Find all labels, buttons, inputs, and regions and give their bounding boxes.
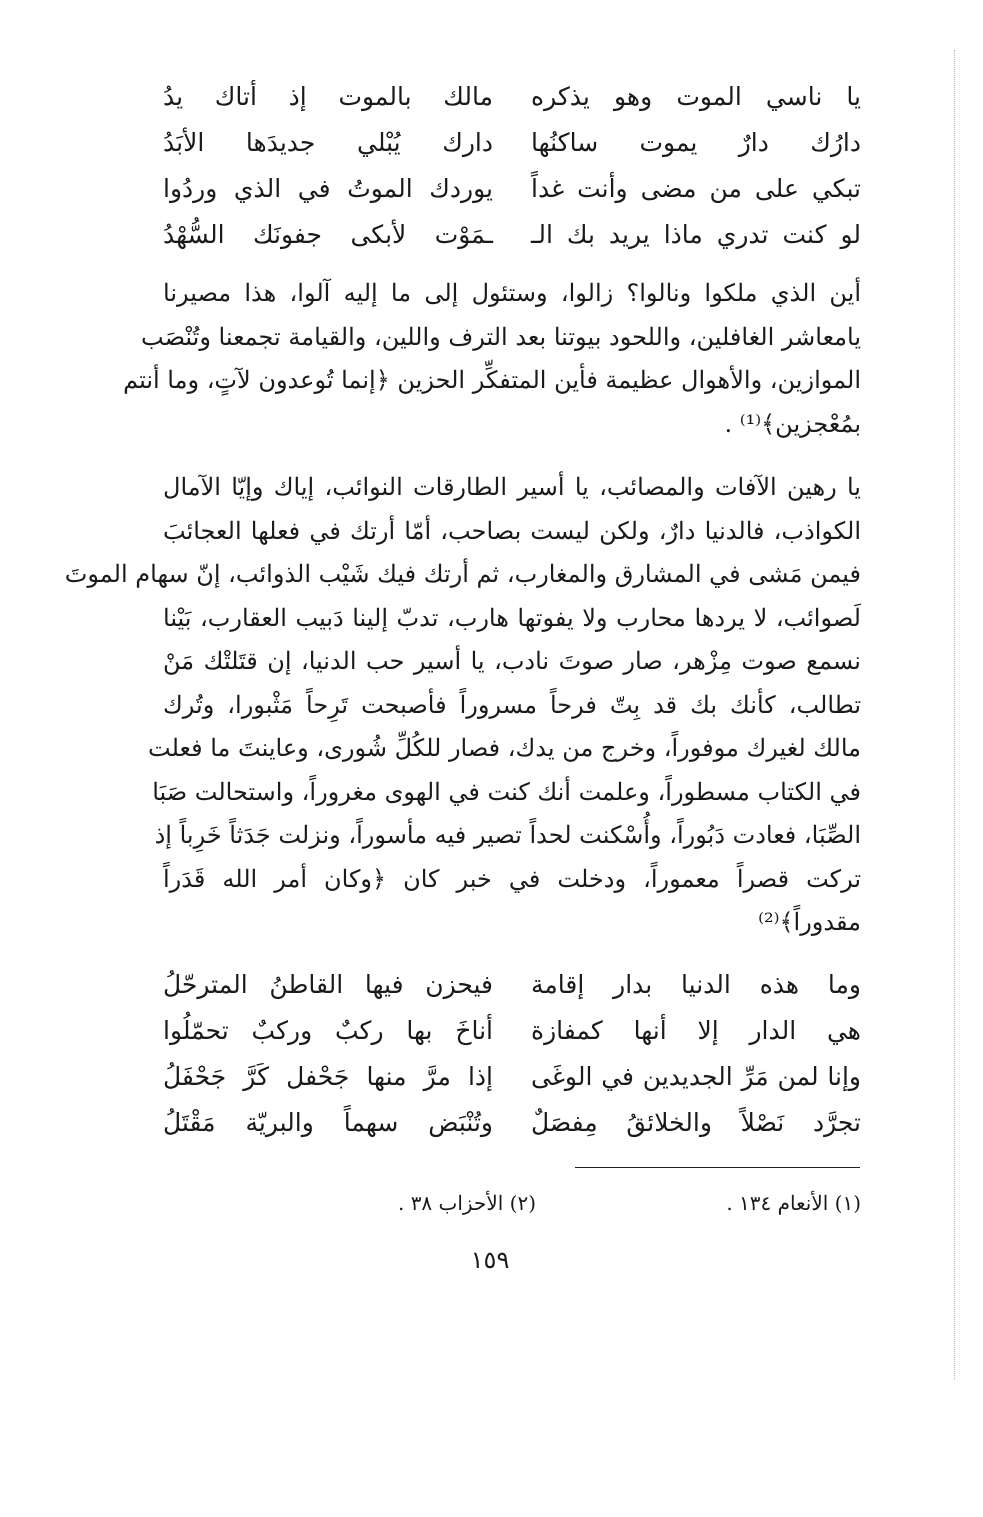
second-hemistich: مالك بالموت إذ أتاك يدُ bbox=[163, 82, 493, 111]
paragraph-one bbox=[123, 272, 861, 446]
paragraph-line: أين الذي ملكوا ونالوا؟ زالوا، وستئول إلى ما إليه آلوا، هذا مصيرنا bbox=[163, 279, 861, 307]
second-hemistich: أناخَ بها ركبٌ وركبٌ تحمّلُوا bbox=[163, 1016, 493, 1045]
first-hemistich: دارُك دارٌ يموت ساكنُها bbox=[531, 128, 861, 157]
first-hemistich: تجرَّد نَصْلاً والخلائقُ مِفصَلٌ bbox=[531, 1108, 861, 1137]
verse-line bbox=[163, 212, 861, 258]
verse-line bbox=[163, 962, 861, 1008]
paragraph-line: الموازين، والأهوال عظيمة فأين المتفكِّر الحزين ﴿إنما تُوعدون لآتٍ، وما أنتم bbox=[123, 366, 861, 394]
paragraph-line: مقدوراً﴾⁽²⁾ bbox=[758, 908, 861, 936]
poem-one bbox=[163, 74, 861, 258]
verse-line bbox=[163, 1100, 861, 1146]
verse-line bbox=[163, 166, 861, 212]
first-hemistich: لو كنت تدري ماذا يريد بك الـ bbox=[531, 220, 861, 249]
verse-line bbox=[163, 74, 861, 120]
second-hemistich: وتُنْبَض سهماً والبريّة مَقْتَلُ bbox=[163, 1108, 493, 1137]
verse-line bbox=[163, 120, 861, 166]
first-hemistich: وما هذه الدنيا بدار إقامة bbox=[531, 970, 861, 999]
second-hemistich: فيحزن فيها القاطنُ المترحّلُ bbox=[163, 970, 493, 999]
second-hemistich: يوردك الموتُ في الذي وردُوا bbox=[163, 174, 493, 203]
verse-line bbox=[163, 1054, 861, 1100]
second-hemistich: دارك يُبْلي جديدَها الأبَدُ bbox=[163, 128, 493, 157]
poem-two bbox=[163, 962, 861, 1146]
first-hemistich: تبكي على من مضى وأنت غداً bbox=[531, 174, 861, 203]
footnote-2: (٢) الأحزاب ٣٨ . bbox=[397, 1191, 536, 1215]
paragraph-line: مالك لغيرك موفوراً، وخرج من يدك، فصار للكُلِّ شُورى، وعاينتَ ما فعلت bbox=[148, 734, 861, 762]
paragraph-line: تركت قصراً معموراً، ودخلت في خبر كان ﴿وكان أمر الله قَدَراً bbox=[163, 864, 861, 893]
second-hemistich: إذا مرَّ منها جَحْفل كَرَّ جَحْفَلُ bbox=[163, 1062, 493, 1091]
page-number: ١٥٩ bbox=[470, 1246, 510, 1274]
paragraph-line: تطالب، كأنك بك قد بِتّ فرحاً مسروراً فأصبحت تَرِحاً مَثْبورا، وتُرك bbox=[163, 690, 861, 719]
paragraph-line: يا رهين الآفات والمصائب، يا أسير الطارقات النوائب، إياك وإيّا الآمال bbox=[163, 473, 861, 501]
paragraph-line: فيمن مَشى في المشارق والمغارب، ثم أرتك فيك شَيْب الذوائب، إنّ سهام الموتَ bbox=[64, 560, 861, 588]
paragraph-line: بمُعْجزين﴾⁽¹⁾ . bbox=[724, 409, 861, 438]
paragraph-line: الكواذب، فالدنيا دارٌ، ولكن ليست بصاحب، أمّا أرتك في فعلها العجائبَ bbox=[163, 516, 861, 545]
verse-line bbox=[163, 1008, 861, 1054]
footnote-1: (١) الأنعام ١٣٤ . bbox=[726, 1191, 861, 1215]
paragraph-line: الصِّبَا، فعادت دَبُوراً، وأُسْكنت لحداً تصير فيه مأسوراً، ونزلت جَدَثاً خَرِباً إذ bbox=[154, 821, 861, 849]
first-hemistich: هي الدار إلا أنها كمفازة bbox=[531, 1016, 861, 1045]
paragraph-line: لَصوائب، لا يردها محارب ولا يفوتها هارب، تدبّ إلينا دَبيب العقارب، بَيْنا bbox=[163, 603, 861, 632]
paragraph-line: يامعاشر الغافلين، واللحود بيوتنا بعد الترف واللين، والقيامة تجمعنا وتُنْصَب bbox=[141, 322, 861, 351]
paragraph-line: في الكتاب مسطوراً، وعلمت أنك كنت في الهوى مغروراً، واستحالت صَبَا bbox=[152, 777, 861, 806]
second-hemistich: ـمَوْت لأبكى جفونَك السُّهْدُ bbox=[163, 220, 493, 249]
paragraph-line: نسمع صوت مِزْهر، صار صوتَ نادب، يا أسير حب الدنيا، إن قتَلتْك مَنْ bbox=[163, 647, 861, 675]
footnotes bbox=[163, 1186, 861, 1220]
first-hemistich: يا ناسي الموت وهو يذكره bbox=[531, 82, 861, 111]
footnote-separator bbox=[575, 1167, 860, 1168]
paragraph-two bbox=[64, 466, 861, 945]
first-hemistich: وإنا لمن مَرِّ الجديدين في الوغَى bbox=[531, 1062, 861, 1091]
page-margin-line bbox=[954, 50, 955, 1380]
